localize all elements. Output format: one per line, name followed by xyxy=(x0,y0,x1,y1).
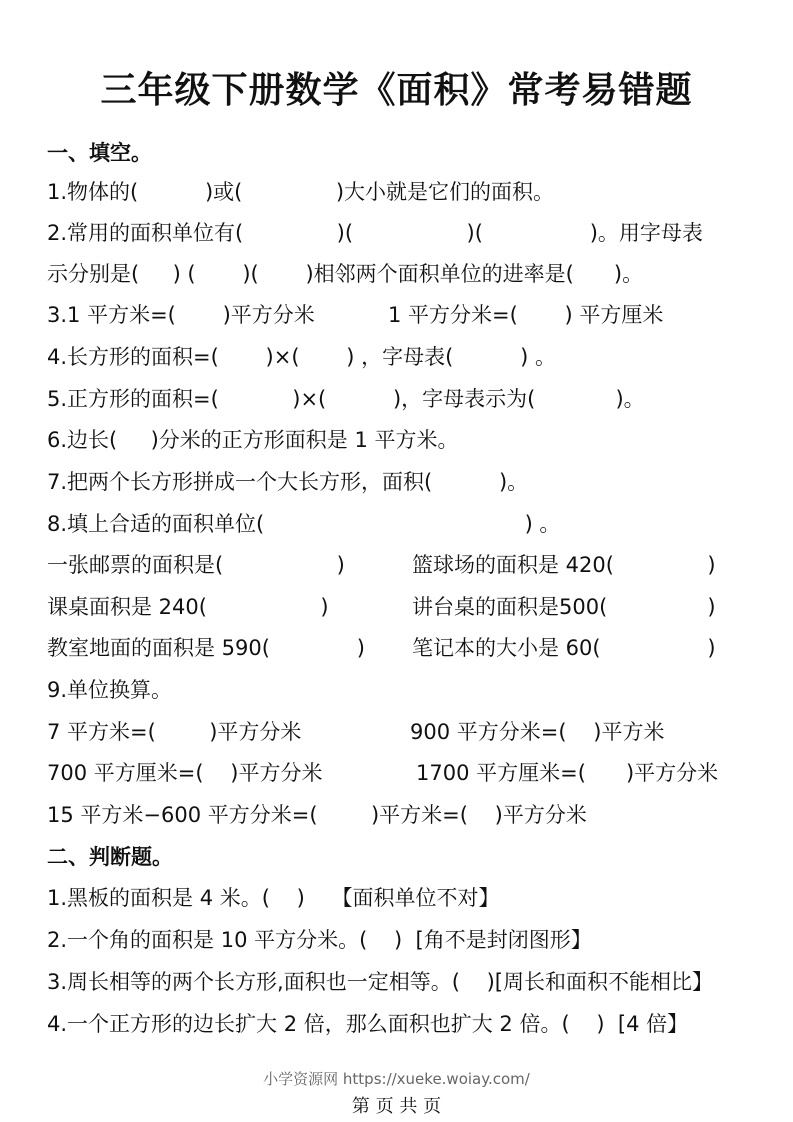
judgement-3: 3.周长相等的两个长方形,面积也一定相等。( )[周长和面积不能相比】 xyxy=(47,970,713,994)
question-8-row-1-left: 一张邮票的面积是( ) xyxy=(47,553,345,577)
question-8-row-2-left: 课桌面积是 240( ) xyxy=(47,595,329,619)
question-4: 4.长方形的面积=( )×( ) ，字母表( ) 。 xyxy=(47,345,556,369)
question-1: 1.物体的( )或( )大小就是它们的面积。 xyxy=(47,180,555,204)
question-7: 7.把两个长方形拼成一个大长方形，面积( )。 xyxy=(47,470,529,494)
question-8-row-2-right: 讲台桌的面积是500( ) xyxy=(412,595,716,619)
question-6: 6.边长( )分米的正方形面积是 1 平方米。 xyxy=(47,428,459,452)
question-8-row-1-right: 篮球场的面积是 420( ) xyxy=(412,553,716,577)
footer-page-number: 第 页 共 页 xyxy=(351,1096,442,1117)
question-8-row-3-left: 教室地面的面积是 590( ) xyxy=(47,636,365,660)
section-heading-true-false: 二、判断题。 xyxy=(47,845,173,869)
question-3-right: 1 平方分米=( ) 平方厘米 xyxy=(388,303,664,327)
judgement-4: 4.一个正方形的边长扩大 2 倍，那么面积也扩大 2 倍。( ) [4 倍】 xyxy=(47,1012,689,1036)
question-9-row-2-right: 1700 平方厘米=( )平方分米 xyxy=(416,761,719,785)
page-title: 三年级下册数学《面积》常考易错题 xyxy=(100,70,693,111)
question-3-left: 3.1 平方米=( )平方分米 xyxy=(47,303,315,327)
question-9-row-3: 15 平方米−600 平方分米=( )平方米=( )平方分米 xyxy=(47,803,587,827)
judgement-2: 2.一个角的面积是 10 平方分米。( ) [角不是封闭图形】 xyxy=(47,928,592,952)
question-9-row-1-left: 7 平方米=( )平方分米 xyxy=(47,720,302,744)
question-9-row-1-right: 900 平方分米=( )平方米 xyxy=(410,720,665,744)
question-8: 8.填上合适的面积单位( ) 。 xyxy=(47,512,561,536)
question-2-line-2: 示分别是( ) ( )( )相邻两个面积单位的进率是( )。 xyxy=(47,262,644,286)
question-2-line-1: 2.常用的面积单位有( )( )( )。用字母表 xyxy=(47,221,703,245)
judgement-1: 1.黑板的面积是 4 米。( ) 【面积单位不对】 xyxy=(47,886,500,910)
question-5: 5.正方形的面积=( )×( )，字母表示为( )。 xyxy=(47,387,645,411)
question-8-row-3-right: 笔记本的大小是 60( ) xyxy=(412,636,716,660)
question-9-row-2-left: 700 平方厘米=( )平方分米 xyxy=(47,761,323,785)
question-9: 9.单位换算。 xyxy=(47,678,173,702)
footer-url: 小学资源网 https://xueke.woiay.com/ xyxy=(263,1070,530,1088)
section-heading-fill-blank: 一、填空。 xyxy=(47,141,152,165)
